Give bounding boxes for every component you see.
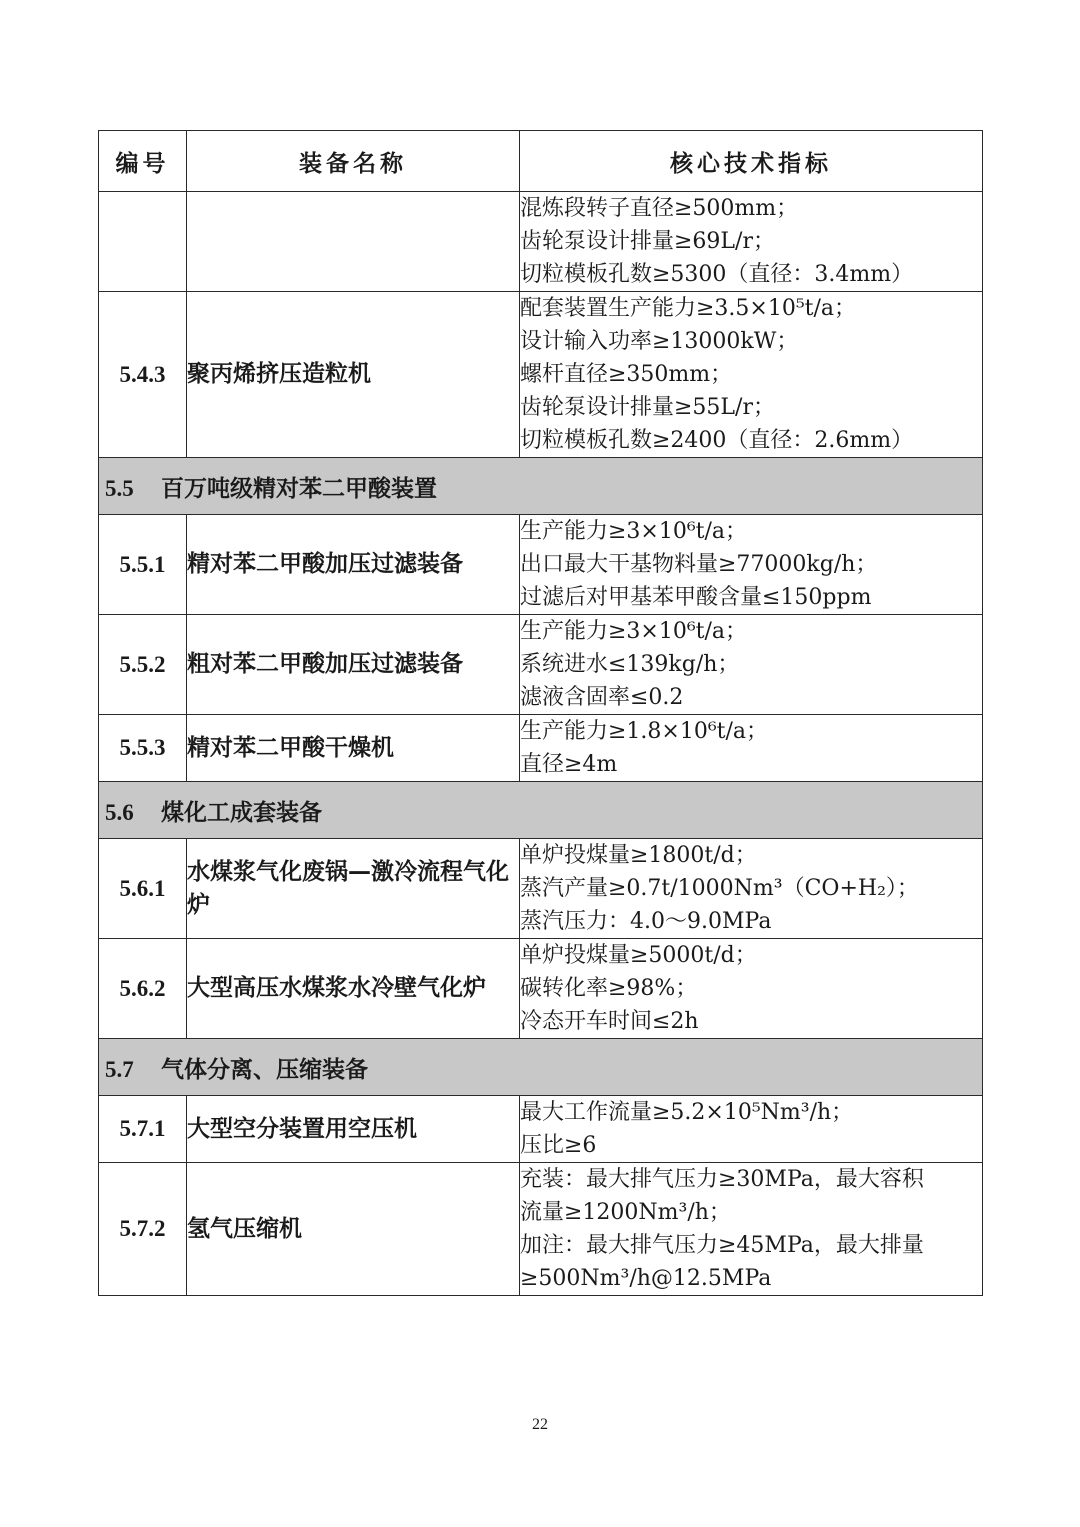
- section-number: 5.7: [105, 1056, 134, 1082]
- section-number: 5.6: [105, 799, 134, 825]
- item-name: 聚丙烯挤压造粒机: [187, 292, 520, 458]
- spec-line: 生产能力≥1.8×10⁶t/a；: [520, 719, 769, 744]
- spec-line: 蒸汽压力：4.0～9.0MPa: [520, 909, 772, 934]
- table-row: [99, 615, 983, 715]
- item-specs: [520, 192, 983, 292]
- item-number: 5.6.2: [99, 939, 187, 1039]
- item-specs: [520, 1096, 983, 1163]
- spec-line: 加注：最大排气压力≥45MPa，最大排量: [520, 1233, 924, 1258]
- item-number: 5.5.3: [99, 715, 187, 782]
- spec-line: ≥500Nm³/h@12.5MPa: [520, 1266, 772, 1291]
- section-title: 煤化工成套装备: [161, 799, 322, 826]
- page-number: 22: [532, 1416, 548, 1433]
- item-specs: [520, 292, 983, 458]
- table-row: [99, 192, 983, 292]
- spec-line: 切粒模板孔数≥5300（直径：3.4mm）: [520, 262, 914, 287]
- section-header: [99, 1039, 983, 1096]
- spec-line: 单炉投煤量≥1800t/d；: [520, 843, 757, 868]
- header-spec: 核心技术指标: [520, 131, 983, 192]
- spec-line: 最大工作流量≥5.2×10⁵Nm³/h；: [520, 1100, 854, 1125]
- item-specs: [520, 515, 983, 615]
- table-row: [99, 839, 983, 939]
- item-number: 5.6.1: [99, 839, 187, 939]
- table-row: [99, 292, 983, 458]
- item-specs: [520, 839, 983, 939]
- spec-line: 过滤后对甲基苯甲酸含量≤150ppm: [520, 585, 872, 610]
- item-name: 大型高压水煤浆水冷壁气化炉: [187, 939, 520, 1039]
- spec-line: 流量≥1200Nm³/h；: [520, 1200, 731, 1225]
- item-specs: [520, 1163, 983, 1296]
- section-row: [99, 458, 983, 515]
- spec-line: 切粒模板孔数≥2400（直径：2.6mm）: [520, 428, 914, 453]
- spec-line: 齿轮泵设计排量≥55L/r；: [520, 395, 775, 420]
- spec-line: 压比≥6: [520, 1133, 597, 1158]
- item-number: 5.4.3: [99, 292, 187, 458]
- spec-line: 生产能力≥3×10⁶t/a；: [520, 519, 748, 544]
- spec-line: 系统进水≤139kg/h；: [520, 652, 740, 677]
- header-name: 装备名称: [187, 131, 520, 192]
- section-number: 5.5: [105, 475, 134, 501]
- item-name: [187, 192, 520, 292]
- item-name: 大型空分装置用空压机: [187, 1096, 520, 1163]
- table-row: [99, 1096, 983, 1163]
- spec-line: 冷态开车时间≤2h: [520, 1009, 699, 1034]
- table-row: [99, 1163, 983, 1296]
- spec-line: 碳转化率≥98%；: [520, 976, 698, 1001]
- table-body: [99, 192, 983, 1296]
- table-row: [99, 715, 983, 782]
- item-number: 5.5.1: [99, 515, 187, 615]
- item-name: 精对苯二甲酸加压过滤装备: [187, 515, 520, 615]
- item-specs: [520, 939, 983, 1039]
- spec-line: 配套装置生产能力≥3.5×10⁵t/a；: [520, 296, 857, 321]
- header-number: 编号: [99, 131, 187, 192]
- spec-line: 单炉投煤量≥5000t/d；: [520, 943, 757, 968]
- item-specs: [520, 715, 983, 782]
- section-row: [99, 1039, 983, 1096]
- spec-line: 直径≥4m: [520, 752, 618, 777]
- item-name: 粗对苯二甲酸加压过滤装备: [187, 615, 520, 715]
- item-number: 5.7.2: [99, 1163, 187, 1296]
- spec-line: 设计输入功率≥13000kW；: [520, 329, 799, 354]
- spec-line: 滤液含固率≤0.2: [520, 685, 684, 710]
- spec-line: 螺杆直径≥350mm；: [520, 362, 733, 387]
- item-number: 5.5.2: [99, 615, 187, 715]
- table-row: [99, 939, 983, 1039]
- table-row: [99, 515, 983, 615]
- item-name: 氢气压缩机: [187, 1163, 520, 1296]
- section-header: [99, 458, 983, 515]
- spec-line: 混炼段转子直径≥500mm；: [520, 196, 799, 221]
- item-name: 精对苯二甲酸干燥机: [187, 715, 520, 782]
- equipment-spec-table: [98, 130, 983, 1296]
- item-specs: [520, 615, 983, 715]
- section-header: [99, 782, 983, 839]
- item-name: 水煤浆气化废锅—激冷流程气化炉: [187, 839, 520, 939]
- section-title: 气体分离、压缩装备: [161, 1056, 368, 1083]
- spec-line: 齿轮泵设计排量≥69L/r；: [520, 229, 775, 254]
- section-row: [99, 782, 983, 839]
- item-number: [99, 192, 187, 292]
- table-header-row: [99, 131, 983, 192]
- section-title: 百万吨级精对苯二甲酸装置: [161, 475, 437, 502]
- item-number: 5.7.1: [99, 1096, 187, 1163]
- spec-line: 充装：最大排气压力≥30MPa，最大容积: [520, 1167, 924, 1192]
- spec-line: 蒸汽产量≥0.7t/1000Nm³（CO+H₂）；: [520, 876, 919, 901]
- spec-line: 生产能力≥3×10⁶t/a；: [520, 619, 748, 644]
- spec-line: 出口最大干基物料量≥77000kg/h；: [520, 552, 878, 577]
